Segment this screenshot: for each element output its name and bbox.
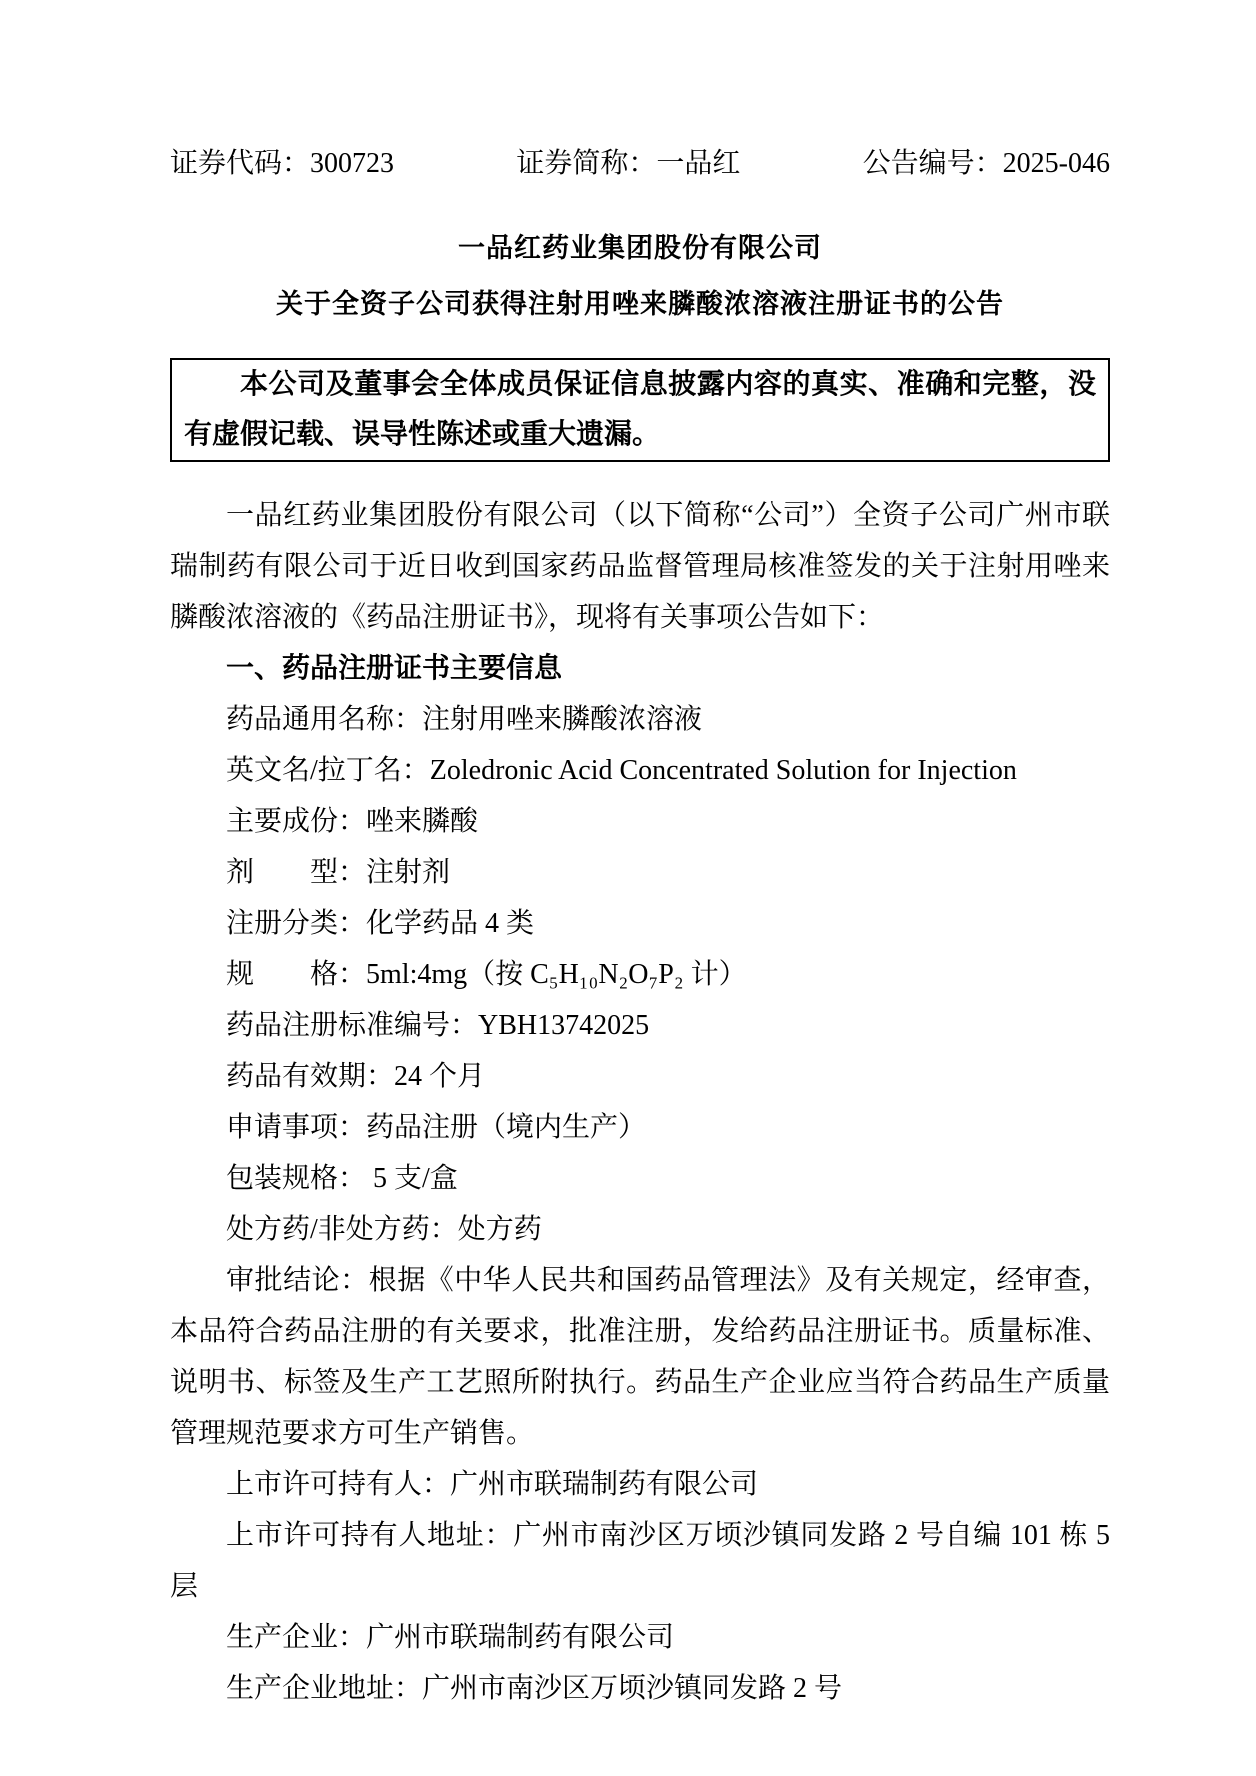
announcement-number bbox=[863, 148, 1110, 180]
field-value: 根据《中华人民共和国药品管理法》及有关规定，经审查，本品符合药品注册的有关要求，批准注册，发给药品注册证书。质量标准、说明书、标签及生产工艺照所附执行。药品生产企业应当符合药品生产质量管理规范要求方可生产销售。 bbox=[170, 1265, 1110, 1449]
field-registration-standard-number bbox=[170, 1000, 1110, 1051]
field-label: 剂 型： bbox=[226, 857, 367, 888]
field-value: 化学药品 4 类 bbox=[366, 908, 535, 939]
field-value: 广州市联瑞制药有限公司 bbox=[366, 1622, 675, 1653]
field-marketing-authorization-holder bbox=[170, 1459, 1110, 1510]
field-application-item bbox=[170, 1102, 1110, 1153]
field-value: 广州市南沙区万顷沙镇同发路 2 号 bbox=[422, 1673, 843, 1704]
announcement-number-value: 2025-046 bbox=[1002, 148, 1110, 179]
field-label: 审批结论： bbox=[226, 1265, 369, 1296]
field-label: 包装规格： bbox=[226, 1163, 367, 1194]
field-value: 5 支/盒 bbox=[366, 1163, 458, 1194]
field-value: 注射用唑来膦酸浓溶液 bbox=[422, 704, 703, 735]
field-value: 广州市南沙区万顷沙镇同发路 2 号自编 101 栋 5 层 bbox=[170, 1520, 1110, 1602]
field-label: 上市许可持有人地址： bbox=[226, 1520, 514, 1551]
field-main-ingredient bbox=[170, 796, 1110, 847]
stock-name-value: 一品红 bbox=[656, 148, 741, 179]
field-label: 申请事项： bbox=[226, 1112, 367, 1143]
field-drug-generic-name bbox=[170, 694, 1110, 745]
field-value: 5ml:4mg（按 C₅H₁₀N₂O₇P₂ 计） bbox=[366, 959, 747, 990]
field-value: 24 个月 bbox=[394, 1061, 486, 1092]
field-manufacturer-address bbox=[170, 1663, 1110, 1714]
field-package-specification bbox=[170, 1153, 1110, 1204]
disclaimer-text: 本公司及董事会全体成员保证信息披露内容的真实、准确和完整，没有虚假记载、误导性陈述或重大遗漏。 bbox=[184, 369, 1096, 450]
stock-code bbox=[170, 148, 394, 180]
section-heading-1: 一、药品注册证书主要信息 bbox=[226, 653, 563, 684]
field-marketing-authorization-holder-address bbox=[170, 1510, 1110, 1612]
field-specification bbox=[170, 949, 1110, 1000]
field-prescription-type bbox=[170, 1204, 1110, 1255]
field-value: Zoledronic Acid Concentrated Solution for Injection bbox=[429, 755, 1017, 786]
field-value: 药品注册（境内生产） bbox=[366, 1112, 647, 1143]
field-label: 生产企业地址： bbox=[226, 1673, 423, 1704]
field-label: 注册分类： bbox=[226, 908, 367, 939]
stock-code-label: 证券代码： bbox=[170, 148, 311, 179]
field-value: 注射剂 bbox=[366, 857, 451, 888]
field-label: 规 格： bbox=[226, 959, 367, 990]
field-registration-category bbox=[170, 898, 1110, 949]
document-header bbox=[170, 148, 1110, 180]
field-value: YBH13742025 bbox=[478, 1010, 650, 1041]
field-dosage-form bbox=[170, 847, 1110, 898]
stock-name bbox=[516, 148, 740, 180]
field-label: 英文名/拉丁名： bbox=[226, 755, 430, 786]
disclaimer-box bbox=[170, 358, 1110, 462]
announcement-number-label: 公告编号： bbox=[862, 148, 1003, 179]
announcement-title: 关于全资子公司获得注射用唑来膦酸浓溶液注册证书的公告 bbox=[276, 289, 1004, 319]
field-label: 药品通用名称： bbox=[226, 704, 423, 735]
field-label: 药品注册标准编号： bbox=[226, 1010, 479, 1041]
field-label: 处方药/非处方药： bbox=[226, 1214, 458, 1245]
field-label: 药品有效期： bbox=[226, 1061, 395, 1092]
field-label: 生产企业： bbox=[226, 1622, 367, 1653]
stock-code-value: 300723 bbox=[310, 148, 395, 179]
field-label: 上市许可持有人： bbox=[226, 1469, 451, 1500]
field-value: 唑来膦酸 bbox=[366, 806, 479, 837]
field-validity-period bbox=[170, 1051, 1110, 1102]
field-approval-conclusion bbox=[170, 1255, 1110, 1459]
stock-name-label: 证券简称： bbox=[516, 148, 657, 179]
intro-paragraph: 一品红药业集团股份有限公司（以下简称“公司”）全资子公司广州市联瑞制药有限公司于近日收到国家药品监督管理局核准签发的关于注射用唑来膦酸浓溶液的《药品注册证书》，现将有关事项公告如下： bbox=[170, 500, 1110, 633]
company-title: 一品红药业集团股份有限公司 bbox=[458, 233, 822, 263]
field-label: 主要成份： bbox=[226, 806, 367, 837]
field-manufacturer bbox=[170, 1612, 1110, 1663]
field-value: 处方药 bbox=[457, 1214, 542, 1245]
field-value: 广州市联瑞制药有限公司 bbox=[450, 1469, 759, 1500]
field-english-name bbox=[170, 745, 1110, 796]
